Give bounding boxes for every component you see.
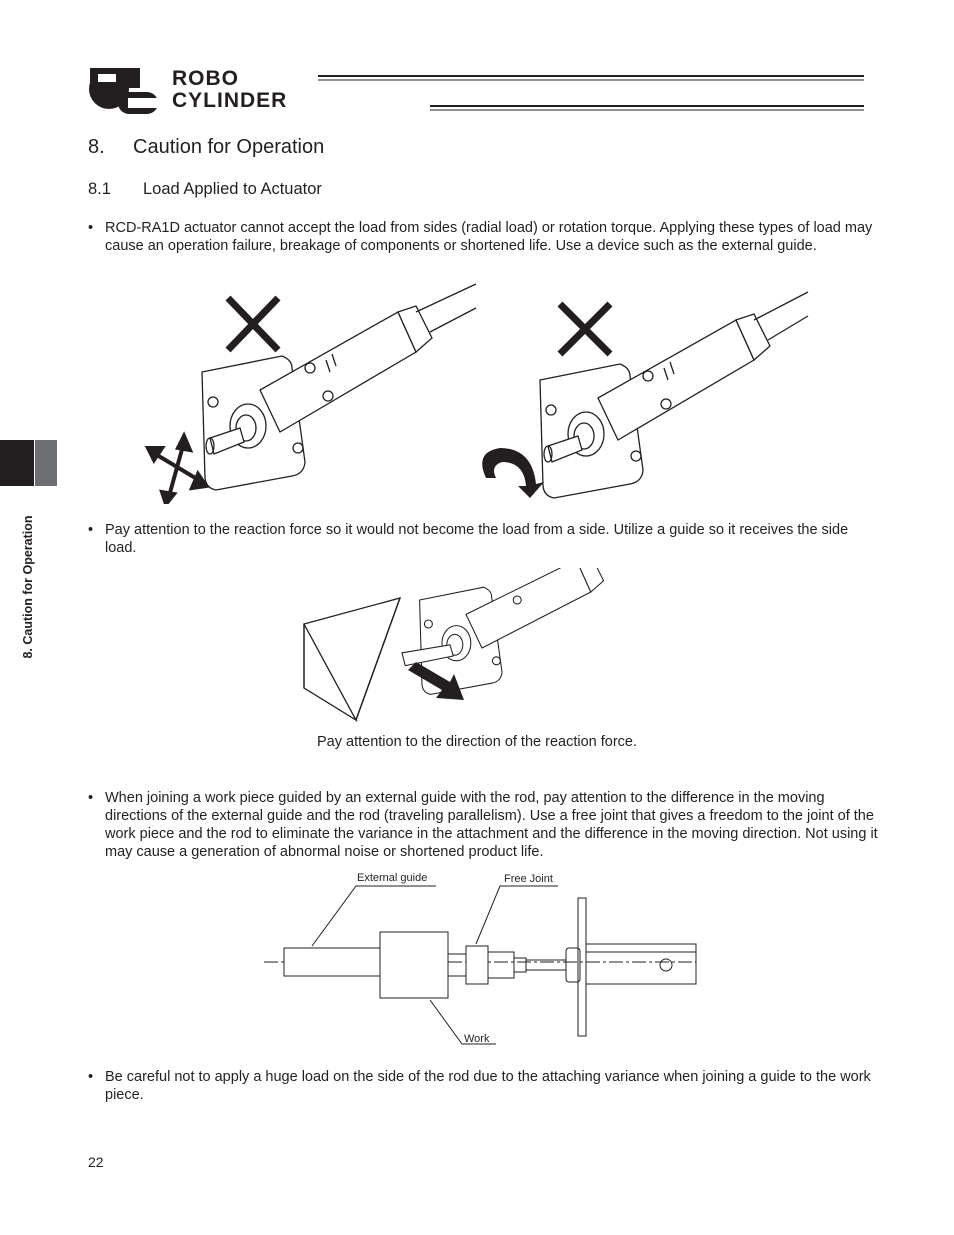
subsection-number: 8.1 — [88, 180, 111, 198]
bullet-symbol: • — [88, 522, 94, 538]
prohibited-x-mark-right — [560, 304, 610, 354]
bullet-symbol: • — [88, 790, 94, 806]
figure-prohibited-loads — [140, 282, 820, 504]
side-tab-block — [0, 440, 34, 486]
rotation-torque-arrow — [482, 448, 544, 498]
bullet-item — [88, 789, 878, 861]
bullet-text: Be careful not to apply a huge load on the side of the rod due to the attaching variance when joining a guide to the work piece. — [105, 1069, 871, 1103]
side-tab-label: 8. Caution for Operation — [21, 515, 35, 659]
bullet-text: RCD-RA1D actuator cannot accept the load from sides (radial load) or rotation torque. Applying these types of load may cause an operation failure, breakage of components or shortened life. Use a device such as the external guide. — [105, 220, 873, 254]
work-block — [304, 598, 400, 720]
figure-reaction-force — [300, 568, 660, 724]
robo-cylinder-logo-mark — [88, 66, 170, 116]
label-external-guide: External guide — [357, 872, 428, 884]
section-title: Caution for Operation — [133, 136, 325, 158]
bullet-text: Pay attention to the reaction force so it would not become the load from a side. Utilize a guide so it receives the side load. — [105, 522, 849, 556]
bullet-symbol: • — [88, 220, 94, 236]
bullet-text: When joining a work piece guided by an external guide with the rod, pay attention to the difference in the moving directions of the external guide and the rod (traveling parallelism). Use a free joint that gives a freedom to the joint of the work piece and the rod to eliminate the variance in the attachment and the difference in the moving direction. Not using it may cause a generation of abnormal noise or shortened product life. — [105, 790, 878, 860]
figure-free-joint — [260, 872, 700, 1048]
label-work: Work — [464, 1033, 490, 1045]
side-tab-block-grey — [35, 440, 57, 486]
prohibited-x-mark-left — [228, 298, 278, 350]
label-free-joint: Free Joint — [504, 873, 553, 885]
bullet-item — [88, 521, 878, 557]
work-block — [380, 932, 448, 998]
free-joint — [466, 946, 488, 984]
subsection-heading — [88, 180, 322, 199]
leader-free-joint — [476, 886, 558, 944]
bullet-item — [88, 1068, 878, 1104]
subsection-title: Load Applied to Actuator — [143, 180, 322, 198]
section-number: 8. — [88, 136, 105, 158]
actuator-flange — [578, 898, 586, 1036]
logo-text — [172, 68, 287, 112]
page-number: 22 — [88, 1154, 104, 1170]
logo-line-cylinder: CYLINDER — [172, 89, 288, 112]
external-guide-rod — [284, 948, 380, 976]
figure-caption: Pay attention to the direction of the reaction force. — [317, 734, 637, 750]
section-heading — [88, 136, 324, 159]
radial-load-arrows — [148, 436, 206, 504]
actuator-body — [586, 944, 696, 984]
bullet-item — [88, 219, 878, 255]
logo-line-robo: ROBO — [172, 67, 239, 90]
bullet-symbol: • — [88, 1069, 94, 1085]
